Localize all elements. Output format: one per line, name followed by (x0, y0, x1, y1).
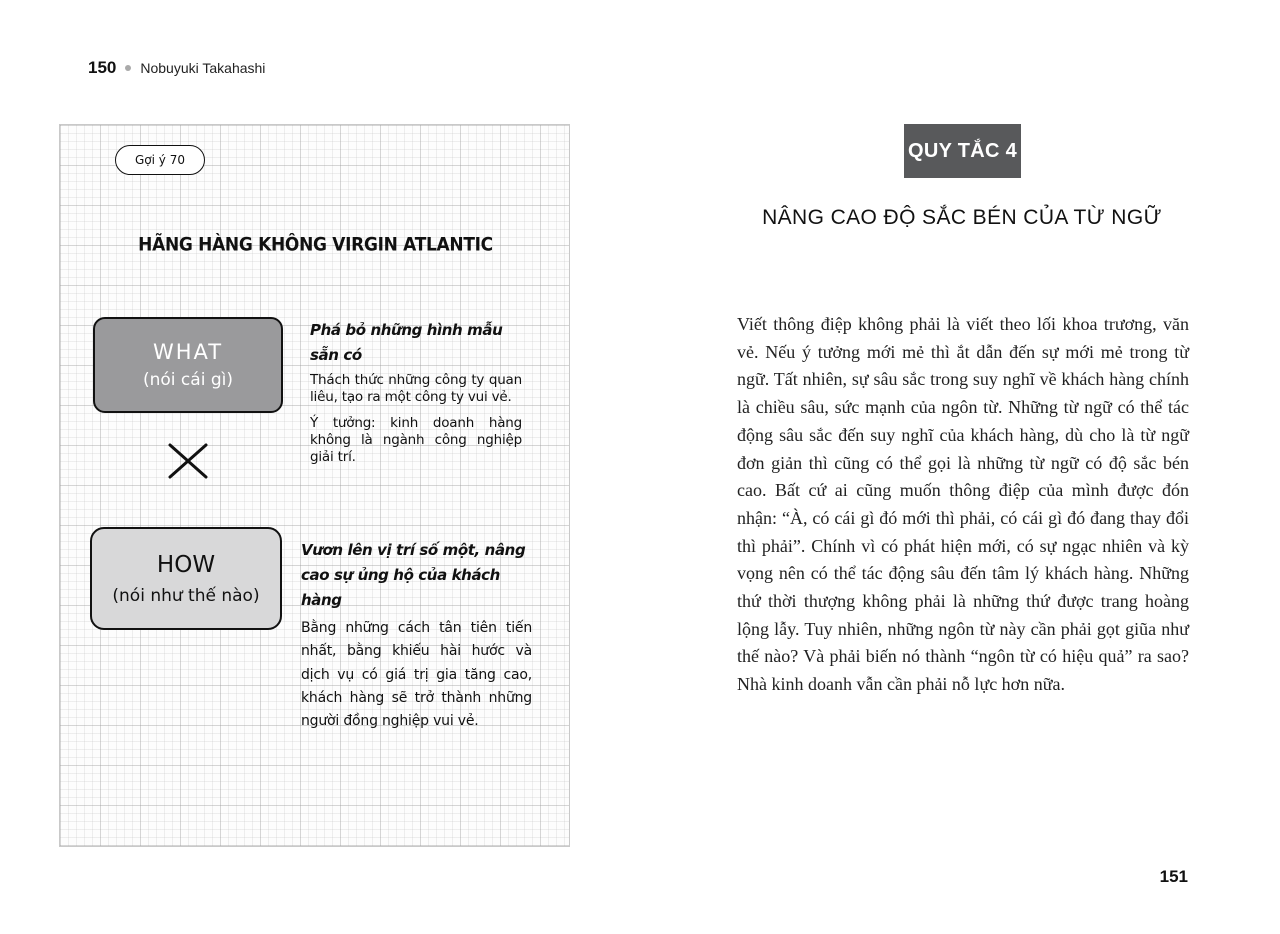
what-paragraph: Thách thức những công ty quan liêu, tạo ra một công ty vui vẻ. (310, 372, 522, 405)
how-subtitle: (nói như thế nào) (112, 585, 260, 606)
what-word: WHAT (152, 340, 224, 364)
how-heading: Vươn lên vị trí số một, nâng cao sự ủng hộ của khách hàng (301, 541, 526, 609)
what-heading: Phá bỏ những hình mẫu sẵn có (310, 321, 503, 364)
page-number-left: 150 (88, 58, 117, 77)
what-paragraph: Ý tưởng: kinh doanh hàng không là ngành công nghiệp giải trí. (310, 415, 522, 465)
panel-title: HÃNG HÀNG KHÔNG VIRGIN ATLANTIC (138, 233, 493, 257)
how-paragraph: Bằng những cách tân tiên tiến nhất, bằng khiếu hài hước và dịch vụ có giá trị gia tăng cao, khách hàng sẽ trở thành những người đồng nghiệp vui vẻ. (301, 620, 532, 730)
running-header (88, 58, 265, 78)
page-number-right: 151 (1159, 867, 1188, 886)
bullet-dot (125, 65, 131, 71)
grid-panel (59, 124, 570, 847)
what-column (310, 318, 522, 475)
body-paragraph: Viết thông điệp không phải là viết theo lối khoa trương, văn vẻ. Nếu ý tưởng mới mẻ thì ắt dẫn đến sự mới mẻ trong từ ngữ. Tất nhiên, sự sâu sắc trong suy nghĩ về khách hàng chính là chiều sâu, sức mạnh của ngôn từ. Những từ ngữ có thể tác động sâu sắc đến suy nghĩ của khách hàng, dù cho là từ ngữ đơn giản thì cũng có thể gọi là những từ ngữ có độ sắc bén cao. Bất cứ ai cũng muốn thông điệp của mình được đón nhận: “À, có cái gì đó mới thì phải, có cái gì đó đang thay đổi thì phải”. Chính vì có phát hiện mới, có sự ngạc nhiên và kỳ vọng nên có thể tác động sâu đến tâm lý khách hàng. Những thứ thời thượng không phải là những thứ được trang hoàng lộng lẫy. Tuy nhiên, những ngôn từ này cần phải gọt giũa như thế nào? Và phải biến nó thành “ngôn từ có hiệu quả” ra sao? Nhà kinh doanh vẫn cần phải nỗ lực hơn nữa. (737, 314, 1189, 695)
rule-badge: QUY TẮC 4 (904, 124, 1021, 178)
times-icon (166, 441, 210, 481)
what-subtitle: (nói cái gì) (143, 370, 233, 390)
rule-title: NÂNG CAO ĐỘ SẮC BÉN CỦA TỪ NGỮ (762, 206, 1162, 229)
how-column (301, 538, 532, 742)
hint-label: Gợi ý 70 (115, 145, 205, 175)
how-box (90, 527, 282, 630)
what-box (93, 317, 283, 413)
author-name: Nobuyuki Takahashi (140, 60, 266, 76)
how-word: HOW (156, 551, 216, 578)
